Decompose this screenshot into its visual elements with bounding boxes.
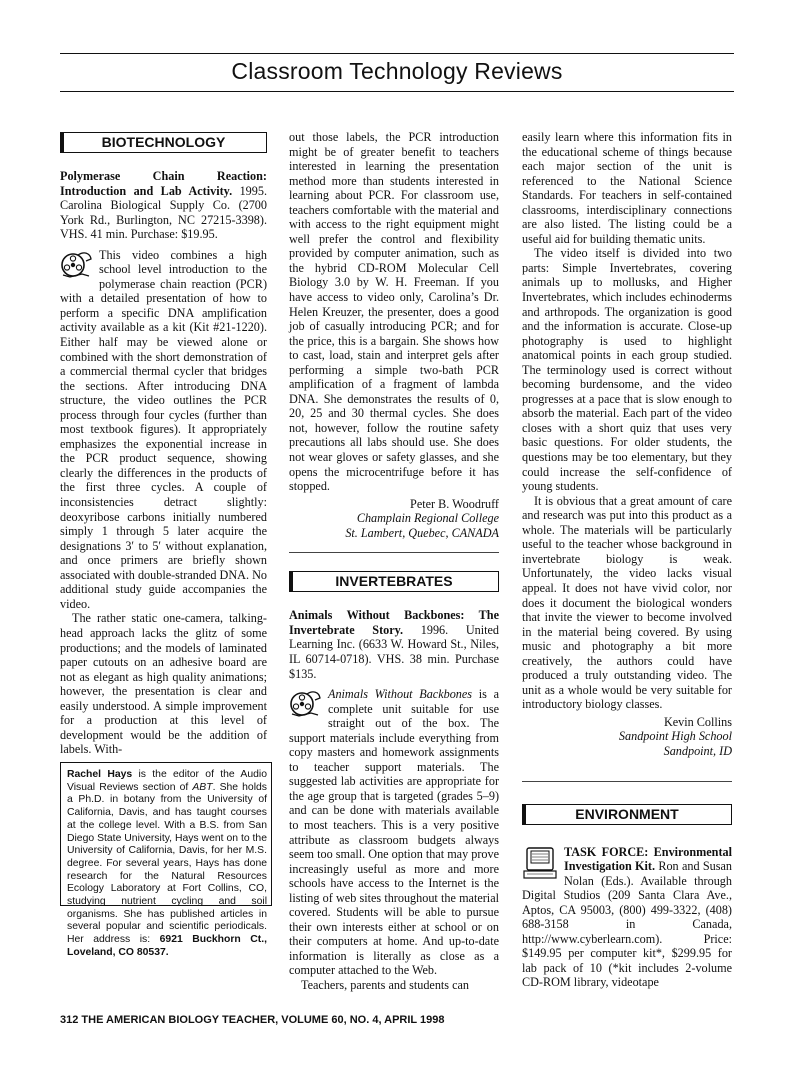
header-rule-bottom	[60, 91, 734, 92]
section-header-environment: ENVIRONMENT	[522, 804, 732, 825]
header-rule-top	[60, 53, 734, 54]
review-title-pcr: Polymerase Chain Reaction: Introduction and Lab Activity.	[60, 169, 267, 198]
review-citation-animals	[289, 608, 499, 681]
review-body-pcr-p2a: The rather static one-camera, talking-head approach lacks the glitz of some productions; and the models of laminated paper cutouts on an adhesive board are not as elegant as high quality animations; however, the presentation is clear and easily understood. A simple improvement for a production at this level of development would be the addition of labels. With-	[60, 611, 267, 757]
video-reel-icon	[60, 249, 93, 279]
review-citation-taskforce	[522, 845, 732, 990]
review-body-animals-p3: The video itself is divided into two parts: Simple Invertebrates, covering animals up to mollusks, and Higher Invertebrates, which includes echinoderms and arthropods. The organization is good and the information is accurate. Close-up photography is used to highlight anatomical points in each group studied. The terminology used is correct without becoming burdensome, and the video progresses at a pace that is slow enough to absorb the material. Each part of the video closes with a short quiz that uses very basic questions. For older students, the questions may be too elementary, but they could increase the self-confidence of young students.	[522, 246, 732, 494]
journal-abbr: ABT	[192, 781, 213, 793]
reviewer-institution: Sandpoint High School	[618, 729, 732, 744]
bio-text: . She holds a Ph.D. in botany from the University of California, Davis, and has taught courses at the college level. With a B.S. from San Diego State University, Hays went on to the University of California, Davis, for her M.S. degree. For several years, Hays has done research for the Natural Resources Ecology Laboratory at Fort Collins, CO, studying nutrient cycling and soil organisms. She has published articles in several popular and scientific periodicals. Her address is:	[67, 781, 267, 946]
column-2	[289, 130, 499, 993]
reviewer-institution: Champlain Regional College	[356, 511, 499, 526]
review-body-animals-p4: It is obvious that a great amount of care and research was put into this product as a whole. The materials will be particularly useful to the teacher whose background in invertebrate biology is weak. Unfortunately, the video lacks visual appeal. It does not have vivid color, nor does it document the biological wonders that invite the viewer to become involved in the material being covered. By using music and photography a bit more creatively, the authors could have produced a truly outstanding video. The unit as a whole would be very suitable for introductory biology classes.	[522, 493, 732, 712]
review-info-pcr: 1995. Carolina Biological Supply Co. (2700 York Rd., Burlington, NC 27215-3398). VHS. 41 min. Purchase: $19.95.	[60, 183, 267, 242]
inline-title: Animals Without Backbones	[328, 687, 473, 702]
bio-text: is the editor of the Audio Visual Reviews section of	[67, 769, 267, 793]
column-3	[522, 130, 732, 990]
reviewer-location: St. Lambert, Quebec, CANADA	[345, 525, 499, 540]
review-title-animals: Animals Without Backbones: The Invertebrate Story.	[289, 608, 499, 637]
page-footer: 312 THE AMERICAN BIOLOGY TEACHER, VOLUME 60, NO. 4, APRIL 1998	[60, 1014, 445, 1026]
review-info-animals: 1996. United Learning Inc. (6633 W. Howard St., Niles, IL 60714-0718). VHS. 38 min. Purchase $135.	[289, 622, 499, 681]
section-header-biotechnology: BIOTECHNOLOGY	[60, 132, 267, 153]
computer-software-icon	[522, 846, 558, 880]
review-body-animals-p2a: Teachers, parents and students can	[301, 977, 470, 992]
review-body-animals-p1	[289, 687, 499, 978]
divider	[522, 781, 732, 782]
review-body-pcr-p2b: out those labels, the PCR introduction might be of greater benefit to teachers interested in learning the presentation method more than students interested in learning about PCR. For classroom use, teachers comfortable with the material and with access to the right equipment might well prefer the control and flexibility provided by computer animation, such as the hybrid CD-ROM Molecular Cell Biology 3.0 by W. H. Freeman. If you have access to video only, Carolina’s Dr. Helen Kreuzer, the presenter, does a good job of casually introducing PCR; and for the price, this is a bargain. She shows how to cast, load, stain and interpret gels after performing a simple two-bath PCR amplification of a fragment of lambda DNA. She demonstrates the results of 0, 20, 25 and 30 thermal cycles. She does not, however, follow the routine safety precautions all labs should use. She does not wear gloves or safety glasses, and she opens the microcentrifuge before it has stopped.	[289, 130, 499, 494]
review-body-animals-p2b: easily learn where this information fits in the educational scheme of things because each major section of the unit is referenced to the National Science Standards. For teachers in self-contained classrooms, interdisciplinary connections are also listed. The listing could be a useful aid for building thematic units.	[522, 130, 732, 246]
section-header-invertebrates: INVERTEBRATES	[289, 571, 499, 592]
review-info-taskforce: Ron and Susan Nolan (Eds.). Available through Digital Studios (209 Santa Clara Ave., Aptos, CA 95003, (800) 499-3322, (408) 688-3158 in Canada, http://www.cyberlearn.com). Price: $149.95 per computer kit*, $299.95 for lab pack of 10 (*kit includes 2-volume CD-ROM library, videotape	[522, 859, 733, 990]
editor-address: 6921 Buckhorn Ct., Loveland, CO 80537.	[67, 934, 268, 958]
reviewer-name: Peter B. Woodruff	[410, 496, 499, 511]
review-text: This video combines a high school level introduction to the polymerase chain reaction (PCR) with a detailed presentation of how to perform a specific DNA amplification activity available as a kit (Kit #21-1220). Either half may be viewed alone or combined with the short demonstration of a commercial thermal cycler that bridges the sections. After introducing DNA structure, the video outlines the PCR process through four cycles (further than most textbook figures). It appropriately emphasizes the exponential increase in the PCR product sequence, showing clearly the differences in the products of the first three cycles. A couple of inconsistencies detract slightly: deoxyribose carbons initially numbered simply 1 through 5 later acquire the designations 3′ to 5′ without explanation, and once primers are briefly shown associated with double-stranded DNA. No additional study guide accompanies the video.	[60, 247, 267, 611]
reviewer-name: Kevin Collins	[663, 714, 732, 729]
review-text: is a complete unit suitable for use straight out of the box. The support materials include everything from copy masters and homework assignments to teacher support materials. The suggested lab activities are appropriate for the age group that is targeted (grades 5–9) and can be done with materials available to most teachers. This is a very positive attribute as classroom budgets always seem too small. One option that may prove increasingly useful as more and more schools have access to the Internet is the listing of web sites throughout the material covered. Students will be able to pursue their own interests either at school or on their computers at home. And up-to-date information is literally as close as a computer attached to the Web.	[289, 687, 499, 978]
divider	[289, 552, 499, 553]
editor-bio-box	[60, 762, 272, 958]
video-reel-icon	[289, 688, 322, 718]
review-citation-pcr	[60, 169, 267, 242]
reviewer-location: Sandpoint, ID	[663, 743, 732, 758]
column-1	[60, 130, 267, 757]
review-title-taskforce: TASK FORCE: Environmental Investigation Kit.	[564, 844, 732, 874]
page-title: Classroom Technology Reviews	[231, 58, 563, 84]
editor-name: Rachel Hays	[67, 769, 133, 780]
review-body-pcr-p1	[60, 248, 267, 612]
